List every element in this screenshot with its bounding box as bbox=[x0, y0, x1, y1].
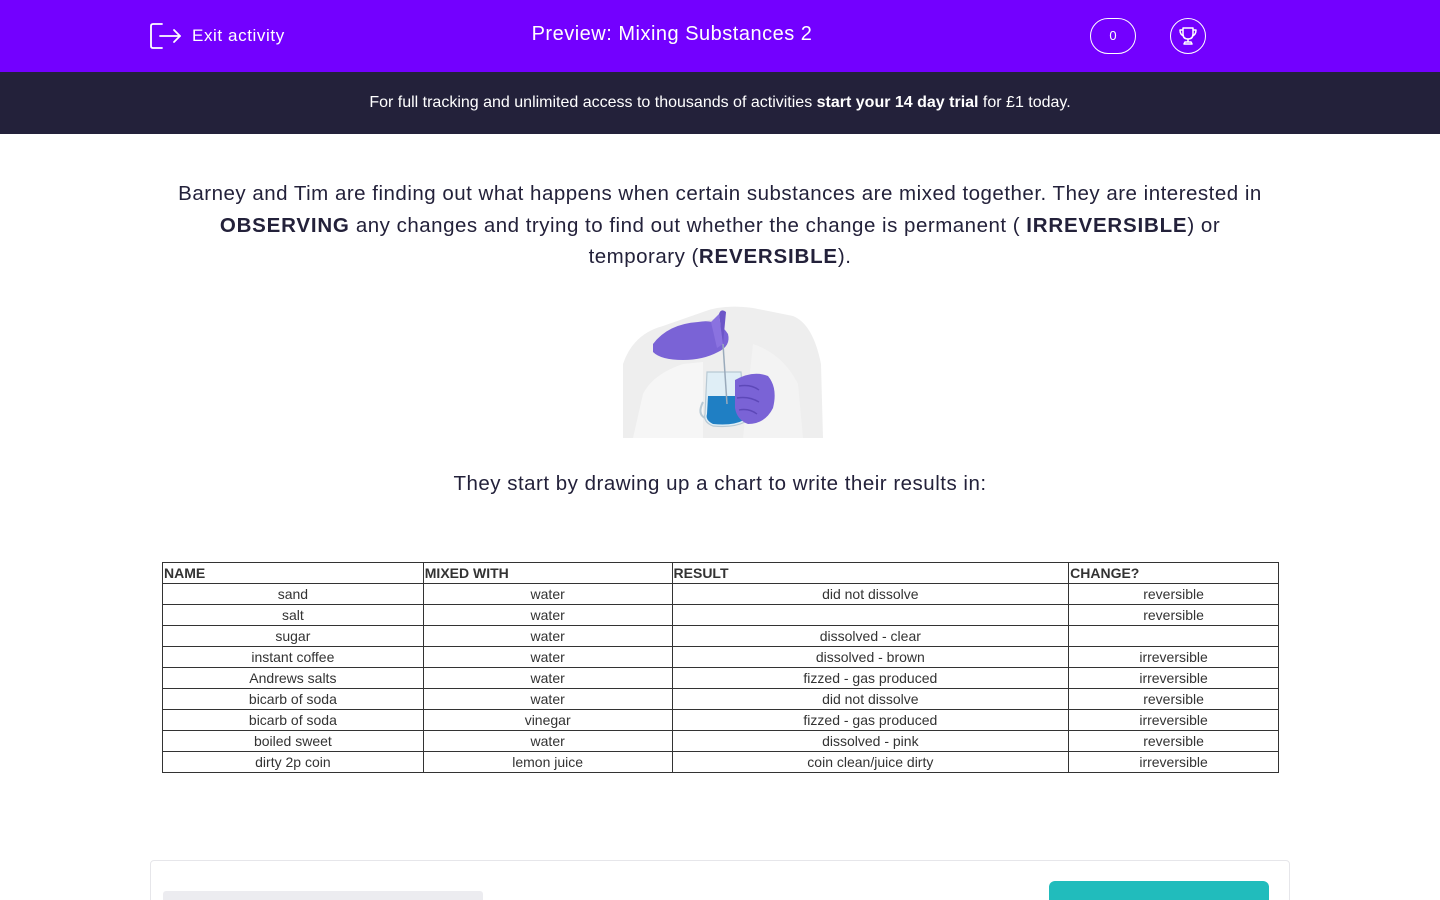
cell-result: dissolved - clear bbox=[672, 626, 1069, 647]
cell-change: irreversible bbox=[1069, 752, 1279, 773]
cell-mixed-with: water bbox=[423, 668, 672, 689]
table-row bbox=[163, 584, 1279, 605]
cell-change: reversible bbox=[1069, 584, 1279, 605]
cell-result: dissolved - pink bbox=[672, 731, 1069, 752]
cell-change: reversible bbox=[1069, 605, 1279, 626]
cell-name: dirty 2p coin bbox=[163, 752, 424, 773]
table-row bbox=[163, 647, 1279, 668]
cell-mixed-with: water bbox=[423, 605, 672, 626]
intro-text: ). bbox=[837, 245, 852, 268]
cell-name: boiled sweet bbox=[163, 731, 424, 752]
cell-change: irreversible bbox=[1069, 668, 1279, 689]
submit-answer-button[interactable] bbox=[1049, 881, 1269, 900]
cell-result: did not dissolve bbox=[672, 584, 1069, 605]
cell-change: irreversible bbox=[1069, 710, 1279, 731]
cell-name: sugar bbox=[163, 626, 424, 647]
trophy-button[interactable] bbox=[1170, 18, 1206, 54]
intro-text: any changes and trying to find out whether the change is permanent ( bbox=[349, 213, 1027, 237]
results-table bbox=[162, 562, 1279, 773]
cell-mixed-with: vinegar bbox=[423, 710, 672, 731]
cell-result: fizzed - gas produced bbox=[672, 668, 1069, 689]
cell-name: bicarb of soda bbox=[163, 689, 424, 710]
question-text-placeholder bbox=[163, 891, 483, 900]
cell-name: instant coffee bbox=[163, 647, 424, 668]
cell-result: fizzed - gas produced bbox=[672, 710, 1069, 731]
cell-change: irreversible bbox=[1069, 647, 1279, 668]
intro-text: ) or temporary ( bbox=[588, 213, 1221, 268]
cell-name: salt bbox=[163, 605, 424, 626]
cell-mixed-with: water bbox=[423, 647, 672, 668]
keyword-irreversible: IRREVERSIBLE bbox=[1026, 213, 1188, 237]
chart-intro-text: They start by drawing up a chart to write their results in: bbox=[453, 472, 987, 495]
table-row bbox=[163, 626, 1279, 647]
cell-result: did not dissolve bbox=[672, 689, 1069, 710]
banner-text-end: for £1 today. bbox=[978, 94, 1071, 111]
keyword-reversible: REVERSIBLE bbox=[698, 245, 838, 268]
table-row bbox=[163, 710, 1279, 731]
header-result: RESULT bbox=[672, 563, 1069, 584]
cell-name: Andrews salts bbox=[163, 668, 424, 689]
question-card bbox=[150, 860, 1290, 900]
table-row bbox=[163, 605, 1279, 626]
table-row bbox=[163, 689, 1279, 710]
exit-activity-label: Exit activity bbox=[192, 26, 285, 45]
cell-name: bicarb of soda bbox=[163, 710, 424, 731]
header-mixed-with: MIXED WITH bbox=[423, 563, 672, 584]
trial-banner bbox=[0, 72, 1440, 134]
cell-mixed-with: water bbox=[423, 584, 672, 605]
cell-result: dissolved - brown bbox=[672, 647, 1069, 668]
page-title: Preview: Mixing Substances 2 bbox=[531, 23, 813, 45]
trial-link[interactable]: start your 14 day trial bbox=[816, 94, 979, 111]
table-row bbox=[163, 668, 1279, 689]
top-bar bbox=[0, 0, 1440, 72]
cell-name: sand bbox=[163, 584, 424, 605]
keyword-observing: OBSERVING bbox=[219, 213, 350, 237]
trophy-icon bbox=[1177, 25, 1199, 47]
cell-mixed-with: water bbox=[423, 626, 672, 647]
cell-change bbox=[1069, 626, 1279, 647]
header-change: CHANGE? bbox=[1069, 563, 1279, 584]
cell-mixed-with: water bbox=[423, 689, 672, 710]
banner-text: For full tracking and unlimited access to thousands of activities bbox=[369, 94, 817, 111]
scientist-beaker-image bbox=[623, 304, 823, 438]
cell-change: reversible bbox=[1069, 731, 1279, 752]
cell-mixed-with: water bbox=[423, 731, 672, 752]
table-row bbox=[163, 731, 1279, 752]
cell-result: coin clean/juice dirty bbox=[672, 752, 1069, 773]
score-badge: 0 bbox=[1090, 18, 1136, 54]
cell-mixed-with: lemon juice bbox=[423, 752, 672, 773]
intro-paragraph bbox=[170, 178, 1270, 273]
header-name: NAME bbox=[163, 563, 424, 584]
cell-result bbox=[672, 605, 1069, 626]
cell-change: reversible bbox=[1069, 689, 1279, 710]
table-header-row bbox=[163, 563, 1279, 584]
intro-text: Barney and Tim are finding out what happens when certain substances are mixed together. They are interested in bbox=[178, 182, 1262, 205]
table-row bbox=[163, 752, 1279, 773]
